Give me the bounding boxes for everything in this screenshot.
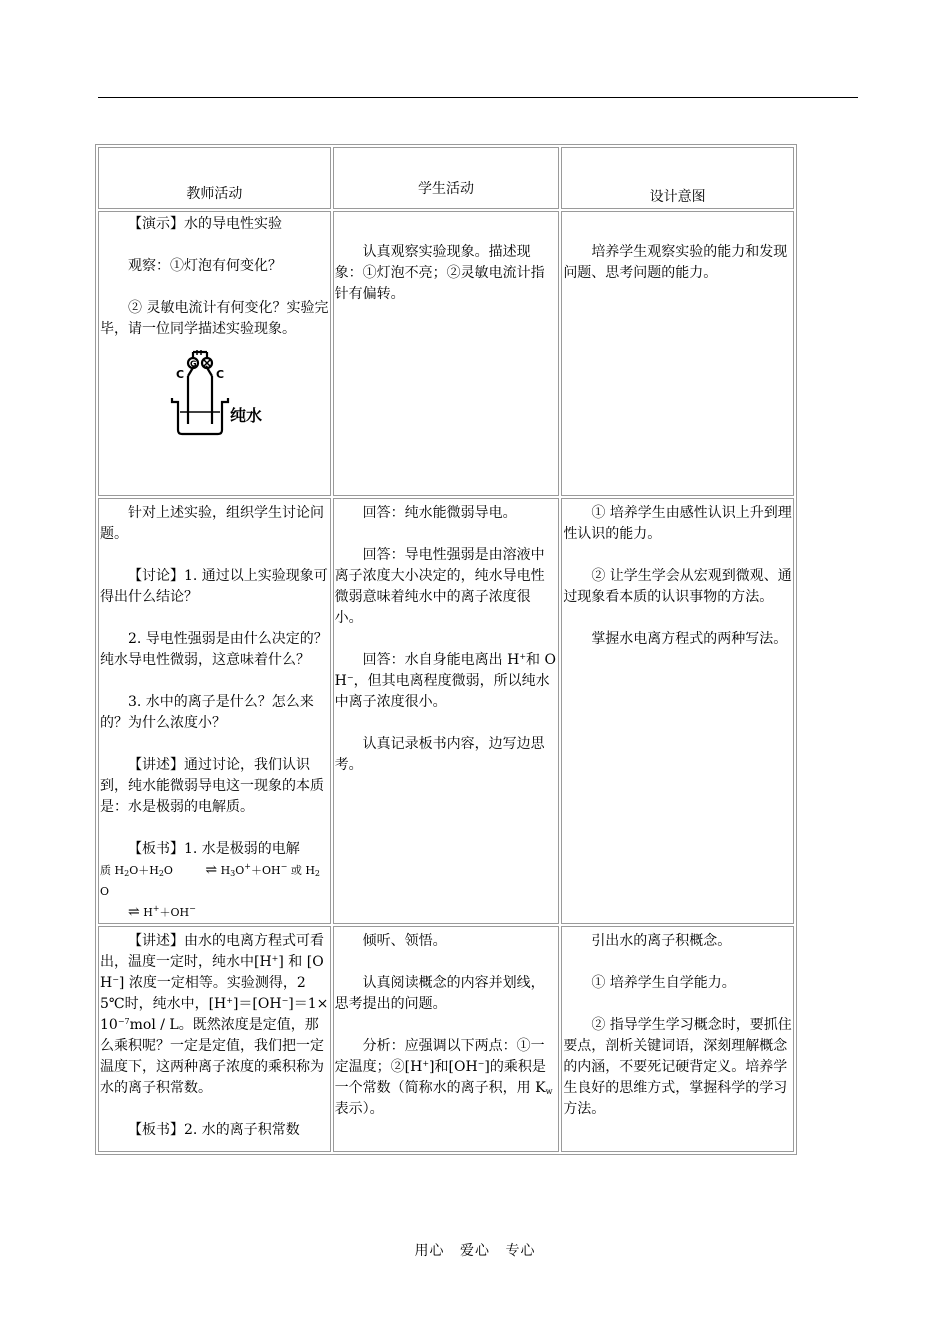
- student-cell: [333, 926, 560, 1152]
- intent-cell: [561, 926, 794, 1152]
- diagram-pure-water-label: 纯水: [230, 406, 263, 425]
- student-answer-2: 回答：导电性强弱是由溶液中离子浓度大小决定的，纯水导电性微弱意味着纯水中的离子浓度很小。: [334, 547, 545, 626]
- student-observation: 认真观察实验现象。描述现象：①灯泡不亮；②灵敏电流计指针有偏转。: [334, 244, 545, 302]
- organize-discussion: 针对上述实验，组织学生讨论问题。: [100, 505, 324, 542]
- intent-self-study: ① 培养学生自学能力。: [591, 975, 736, 991]
- student-cell: [333, 211, 560, 496]
- equilibrium-arrow-icon: ⇌: [128, 904, 139, 920]
- intent-ion-product-concept: 引出水的离子积概念。: [591, 933, 732, 949]
- conductivity-apparatus-diagram: [168, 350, 268, 436]
- intent-concept-learning: ② 指导学生学习概念时，要抓住要点，剖析关键词语，深刻理解概念的内涵，不要死记硬背定义。培养学生良好的思维方式，掌握科学的学习方法。: [563, 1017, 792, 1117]
- discussion-question-3: 3. 水中的离子是什么？怎么来的？为什么浓度小？: [100, 694, 314, 731]
- student-answer-3: 回答：水自身能电离出 H+和 OH−，但其电离程度微弱，所以纯水中离子浓度很小。: [334, 652, 556, 710]
- intent-cell: [561, 498, 794, 924]
- table-row: [98, 926, 794, 1152]
- header-rule: [98, 97, 858, 98]
- header-teacher-activity: 教师活动: [98, 147, 331, 209]
- student-cell: [333, 498, 560, 924]
- header-design-intent: 设计意图: [561, 147, 794, 209]
- lecture-conclusion: 【讲述】通过讨论，我们认识到，纯水能微弱导电这一现象的本质是：水是极弱的电解质。: [100, 757, 324, 815]
- header-student-activity: 学生活动: [333, 147, 560, 209]
- page-footer: [0, 1240, 950, 1260]
- diagram-electrode-left-label: C: [176, 368, 185, 381]
- diagram-galvanometer-label: G: [190, 359, 197, 369]
- board-ionization-equation: 【板书】1. 水是极弱的电解 质 $H_2O+H_2O$ ⇌ $H_3O^++OH^-$ 或 $H_2O$ ⇌ H+＋OH−: [100, 839, 329, 923]
- intent-cell: [561, 211, 794, 496]
- student-analysis: 分析：应强调以下两点：①一定温度；②[H+]和[OH−]的乘积是一个常数（简称水的离子积，用 $K_w$表示）。: [334, 1038, 553, 1117]
- intent-macro-to-micro: ② 让学生学会从宏观到微观、通过现象看本质的认识事物的方法。: [563, 568, 792, 605]
- table-row: [98, 211, 794, 496]
- demo-title: 【演示】水的导电性实验: [128, 216, 282, 232]
- intent-perceptual-to-rational: ① 培养学生由感性认识上升到理性认识的能力。: [563, 505, 792, 542]
- table-header-row: [98, 147, 794, 209]
- diagram-electrode-right-label: C: [216, 368, 225, 381]
- teacher-cell: [98, 211, 331, 496]
- discussion-question-2: 2. 导电性强弱是由什么决定的？纯水导电性微弱，这意味着什么？: [100, 631, 328, 668]
- footer-word-3: 专心: [505, 1243, 536, 1259]
- teacher-cell: [98, 926, 331, 1152]
- equilibrium-arrow-icon: ⇌: [205, 862, 217, 878]
- student-read-concept: 认真阅读概念的内容并划线，思考提出的问题。: [334, 975, 545, 1012]
- footer-word-1: 用心: [414, 1243, 445, 1259]
- intent-equation-forms: 掌握水电离方程式的两种写法。: [591, 631, 788, 647]
- student-record-notes: 认真记录板书内容，边写边思考。: [334, 736, 545, 773]
- student-answer-1: 回答：纯水能微弱导电。: [362, 505, 517, 521]
- footer-word-2: 爱心: [460, 1243, 490, 1259]
- student-listen: 倾听、领悟。: [362, 933, 447, 949]
- observe-question-1: 观察：①灯泡有何变化？: [128, 258, 282, 274]
- observe-question-2: ② 灵敏电流计有何变化？实验完毕，请一位同学描述实验现象。: [100, 300, 329, 337]
- teacher-cell: [98, 498, 331, 924]
- intent-observation-ability: 培养学生观察实验的能力和发现问题、思考问题的能力。: [563, 244, 788, 281]
- discussion-question-1: 【讨论】1. 通过以上实验现象可得出什么结论？: [100, 568, 328, 605]
- board-ion-product-constant: 【板书】2. 水的离子积常数: [128, 1122, 300, 1138]
- table-row: [98, 498, 794, 924]
- lecture-ion-product: 【讲述】由水的电离方程式可看出，温度一定时，纯水中[H+] 和 [OH−] 浓度一定相等。实验测得，25℃时，纯水中，$[H^+]=[OH^-]=1\times 10^{-7}mol / L$。既然浓度是定值，那么乘积呢？一定是定值，我们把一定温度下，这两种离子浓度的乘积称为水的离子积常数。: [100, 933, 329, 1096]
- lesson-plan-table: [95, 144, 797, 1155]
